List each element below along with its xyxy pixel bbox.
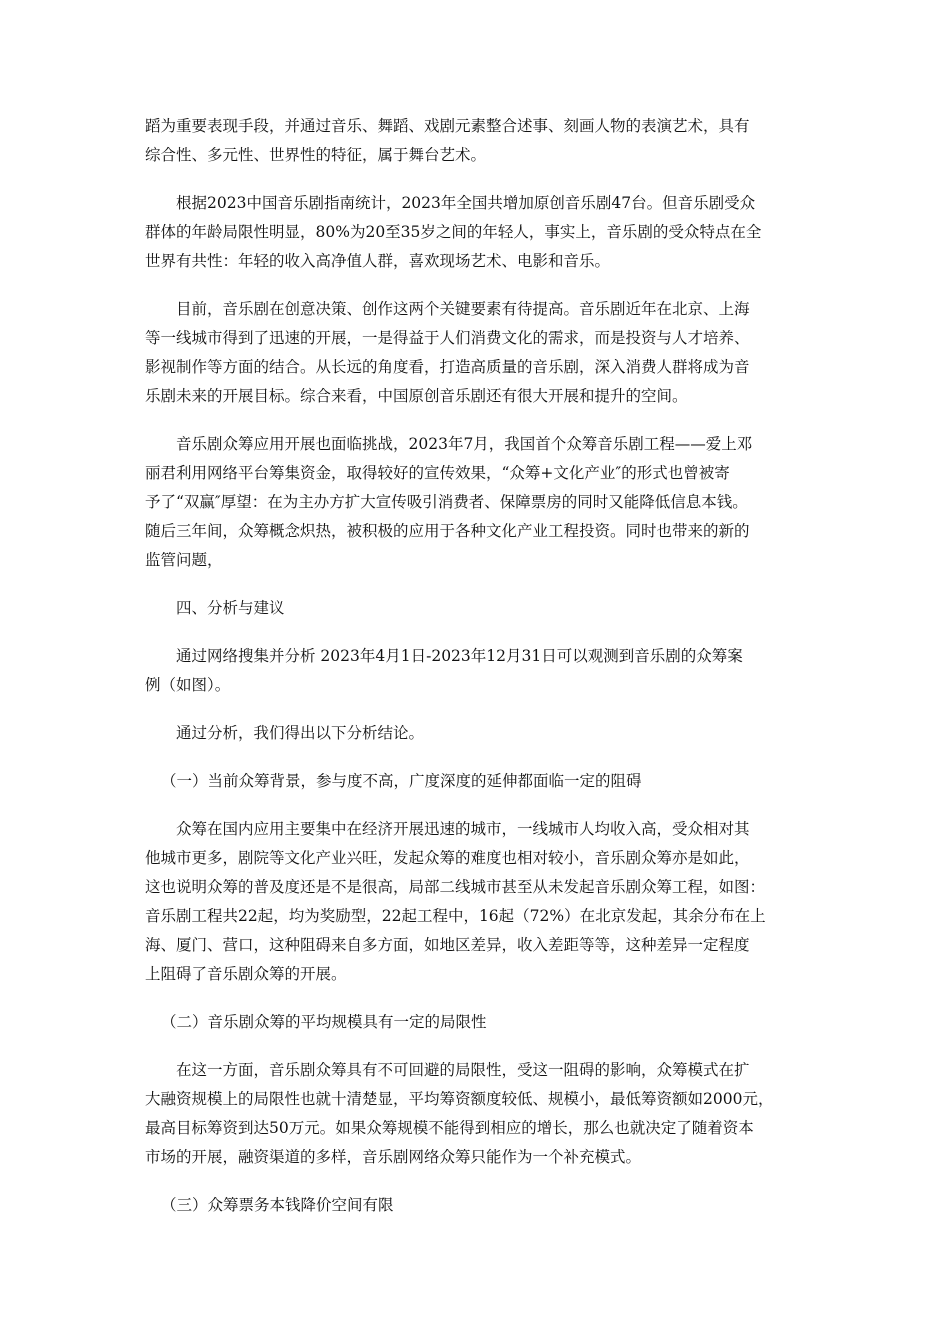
subheading-participation <box>145 767 805 796</box>
text-line: 目前，音乐剧在创意决策、创作这两个关键要素有待提高。音乐剧近年在北京、上海 <box>176 300 750 318</box>
text-line: 上阻碍了音乐剧众筹的开展。 <box>145 965 347 983</box>
text-line: 市场的开展，融资渠道的多样，音乐剧网络众筹只能作为一个补充模式。 <box>145 1148 642 1166</box>
paragraph-crowdfunding-challenges <box>145 430 805 575</box>
subheading-ticket-cost <box>145 1191 805 1220</box>
paragraph-statistics <box>145 189 805 276</box>
document-body <box>145 112 805 1220</box>
text-line: 予了“双赢″厚望：在为主办方扩大宣传吸引消费者、保障票房的同时又能降低信息本钱。 <box>145 493 748 511</box>
section-heading-analysis <box>145 594 805 623</box>
subheading-line: （三）众筹票务本钱降价空间有限 <box>161 1196 394 1214</box>
paragraph-musical-definition <box>145 112 805 170</box>
text-line: 音乐剧工程共22起，均为奖励型，22起工程中，16起（72%）在北京发起，其余分布在上 <box>145 907 766 925</box>
text-line: 他城市更多，剧院等文化产业兴旺，发起众筹的难度也相对较小，音乐剧众筹亦是如此， <box>145 849 750 867</box>
text-line: 大融资规模上的局限性也就十清楚显，平均筹资额度较低、规模小，最低筹资额如2000元， <box>145 1090 774 1108</box>
subheading-scale-limitation <box>145 1008 805 1037</box>
subheading-line: （二）音乐剧众筹的平均规模具有一定的局限性 <box>161 1013 487 1031</box>
text-line: 根据2023中国音乐剧指南统计，2023年全国共增加原创音乐剧47台。但音乐剧受众 <box>176 194 756 212</box>
text-line: 众筹在国内应用主要集中在经济开展迅速的城市，一线城市人均收入高，受众相对其 <box>176 820 750 838</box>
text-line: 在这一方面，音乐剧众筹具有不可回避的局限性，受这一阻碍的影响，众筹模式在扩 <box>176 1061 750 1079</box>
text-line: 海、厦门、营口，这种阻碍来自多方面，如地区差异，收入差距等等，这种差异一定程度 <box>145 936 750 954</box>
text-line: 群体的年龄局限性明显，80%为20至35岁之间的年轻人，事实上，音乐剧的受众特点在全 <box>145 223 762 241</box>
subheading-line: （一）当前众筹背景，参与度不高，广度深度的延伸都面临一定的阻碍 <box>161 772 642 790</box>
text-line: 蹈为重要表现手段，并通过音乐、舞蹈、戏剧元素整合述事、刻画人物的表演艺术，具有 <box>145 117 750 135</box>
text-line: 随后三年间，众筹概念炽热，被积极的应用于各种文化产业工程投资。同时也带来的新的 <box>145 522 750 540</box>
paragraph-scale-limitation <box>145 1056 805 1172</box>
text-line: 监管问题， <box>145 551 223 569</box>
text-line: 综合性、多元性、世界性的特征，属于舞台艺术。 <box>145 146 487 164</box>
heading-line: 四、分析与建议 <box>176 599 285 617</box>
paragraph-conclusion-intro <box>145 719 805 748</box>
paragraph-regional-distribution <box>145 815 805 989</box>
text-line: 乐剧未来的开展目标。综合来看，中国原创音乐剧还有很大开展和提升的空间。 <box>145 387 688 405</box>
text-line: 通过分析，我们得出以下分析结论。 <box>176 724 425 742</box>
text-line: 例（如图）。 <box>145 676 231 694</box>
paragraph-current-status <box>145 295 805 411</box>
text-line: 通过网络搜集并分析 2023年4月1日-2023年12月31日可以观测到音乐剧的众筹案 <box>176 647 743 665</box>
text-line: 音乐剧众筹应用开展也面临挑战，2023年7月，我国首个众筹音乐剧工程——爱上邓 <box>176 435 753 453</box>
text-line: 最高目标筹资到达50万元。如果众筹规模不能得到相应的增长，那么也就决定了随着资本 <box>145 1119 754 1137</box>
text-line: 世界有共性：年轻的收入高净值人群，喜欢现场艺术、电影和音乐。 <box>145 252 611 270</box>
text-line: 丽君利用网络平台筹集资金，取得较好的宣传效果，“众筹+文化产业″的形式也曾被寄 <box>145 464 730 482</box>
text-line: 等一线城市得到了迅速的开展，一是得益于人们消费文化的需求，而是投资与人才培养、 <box>145 329 750 347</box>
text-line: 这也说明众筹的普及度还是不是很高，局部二线城市甚至从未发起音乐剧众筹工程，如图： <box>145 878 766 896</box>
paragraph-data-collection <box>145 642 805 700</box>
text-line: 影视制作等方面的结合。从长远的角度看，打造高质量的音乐剧，深入消费人群将成为音 <box>145 358 750 376</box>
